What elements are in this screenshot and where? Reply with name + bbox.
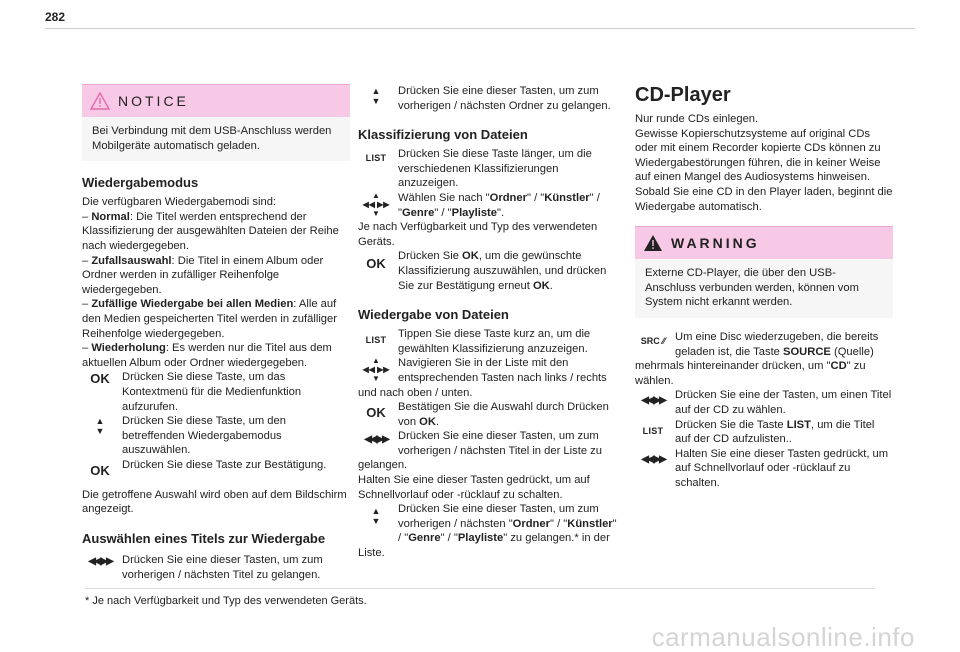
cd-text: Nur runde CDs einlegen. [635, 113, 759, 125]
up-down-arrows-icon: ▲ ▼ [371, 86, 381, 106]
notice-title: NOTICE [118, 92, 189, 109]
prev-next-arrows-icon: ◀◀ ▶▶ [641, 453, 665, 465]
up-down-arrows-icon: ▲ ▼ [95, 416, 105, 437]
step-row: ▲ ▼ Drücken Sie diese Taste, um den betreffenden Wiedergabemodus auszuwählen. [82, 414, 350, 458]
up-down-arrows-icon: ▲ ▼ [371, 506, 381, 527]
heading-auswaehlen: Auswählen eines Titels zur Wiedergabe [82, 531, 326, 547]
step-row: ◀◀ ▶▶ Drücken Sie eine dieser Tasten, um zum vorherigen / nächsten Titel in der Liste zu gelangen. [358, 430, 602, 472]
list-button-icon: LIST [642, 425, 664, 436]
notice-header [82, 85, 350, 117]
source-button-icon: SRC ⁄⁄ [640, 335, 666, 346]
step-row: SRC ⁄⁄ Um eine Disc wiederzugeben, die bereits geladen ist, die Taste SOURCE (Quelle) mehrmals hintereinander drücken, um "CD" zu wählen. [635, 330, 879, 387]
step-row: ◀◀ ▶▶ Drücken Sie eine dieser Tasten, um zum vorherigen / nächsten Titel zu gelangen. [82, 553, 350, 582]
warning-triangle-icon [90, 92, 110, 110]
page-number: 282 [45, 10, 66, 24]
mode-item: – Zufallsauswahl: Die Titel in einem Album oder Ordner werden in zufälliger Reihenfolge wiedergegeben. [82, 254, 324, 296]
ok-button-icon: OK [90, 371, 110, 387]
step-row: OK Drücken Sie diese Taste zur Bestätigung. [82, 458, 350, 482]
cd-text: Sobald Sie eine CD in den Player laden, beginnt die Wiedergabe automatisch. [635, 185, 893, 213]
notice-box [82, 84, 350, 161]
ok-button-icon: OK [90, 462, 110, 478]
step-row: ◀◀ ▶▶ Halten Sie eine dieser Tasten gedrückt, um auf Schnellvorlauf oder -rücklauf zu schalten. [635, 447, 893, 491]
step-row: LIST Drücken Sie die Taste LIST, um die Titel auf der CD aufzulisten.. [635, 418, 893, 447]
step-row: OK Drücken Sie OK, um die gewünschte Klassifizierung auszuwählen, und drücken Sie zur Bestätigung erneut OK. [358, 249, 620, 293]
column-3 [635, 84, 893, 490]
prev-next-arrows-icon: ◀◀ ▶▶ [641, 395, 665, 407]
top-divider [45, 28, 915, 29]
warning-triangle-icon [643, 234, 663, 252]
footnote: * Je nach Verfügbarkeit und Typ des verwendeten Geräts. [85, 595, 367, 607]
column-2 [358, 84, 620, 561]
mode-item: – Wiederholung: Es werden nur die Titel aus dem aktuellen Album oder Ordner wiedergegeben. [82, 342, 332, 369]
heading-wiedergabemodus: Wiedergabemodus [82, 175, 199, 191]
footnote-divider [85, 588, 875, 589]
step-row: ▲ ▼ Drücken Sie eine dieser Tasten, um zum vorherigen / nächsten Ordner zu gelangen. [358, 84, 620, 113]
step-row: LIST Drücken Sie diese Taste länger, um die verschiedenen Klassifizierungen anzuzeigen. [358, 147, 620, 191]
selection-note: Die getroffene Auswahl wird oben auf dem Bildschirm angezeigt. [82, 488, 347, 516]
column-1 [82, 84, 350, 582]
step-row: OK Drücken Sie diese Taste, um das Kontextmenü für die Medienfunktion aufzurufen. [82, 370, 350, 414]
ok-button-icon: OK [366, 405, 386, 421]
step-row: LIST Tippen Sie diese Taste kurz an, um die gewählten Klassifizierung anzuzeigen. [358, 327, 620, 356]
four-way-arrows-icon: ▲ ◀◀ ▶▶ ▼ [362, 356, 390, 384]
list-button-icon: LIST [365, 153, 387, 164]
mode-item: – Normal: Die Titel werden entsprechend der Klassifizierung der ausgewählten Dateien der Reihe nach wiedergegeben. [82, 210, 339, 252]
warning-header [635, 227, 893, 259]
notice-text: Bei Verbindung mit dem USB-Anschluss werden Mobilgeräte automatisch geladen. [92, 125, 332, 152]
heading-klassifizierung: Klassifizierung von Dateien [358, 127, 528, 143]
warning-title: WARNING [671, 234, 760, 251]
step-row: ▲ ◀◀ ▶▶ ▼ Navigieren Sie in der Liste mit den entsprechenden Tasten nach links / rechts und nach oben / unten. [358, 356, 607, 399]
heading-cd-player: CD-Player [635, 84, 731, 106]
warning-text: Externe CD-Player, die über den USB-Anschluss verbunden werden, können vom System nicht erkannt werden. [645, 267, 859, 309]
hold-note: Halten Sie eine dieser Tasten gedrückt, um auf Schnellvorlauf oder -rücklauf zu schalten. [358, 474, 590, 501]
warning-box [635, 226, 893, 318]
step-row: OK Bestätigen Sie die Auswahl durch Drücken von OK. [358, 400, 620, 429]
step-row: ▲ ▼ Drücken Sie eine dieser Tasten, um zum vorherigen / nächsten "Ordner" / "Künstler" / "Genre" / "Playliste" zu gelangen.* in der Liste. [358, 503, 617, 560]
ok-button-icon: OK [366, 256, 386, 272]
prev-next-arrows-icon: ◀◀ ▶▶ [88, 556, 112, 568]
cd-text: Gewisse Kopierschutzsysteme auf original CDs oder mit einem Recorder kopierte CDs können zu Wiedergabestörungen führen, die in keiner Weise auf einen Mangel des Audiosystems hinweisen. [635, 127, 881, 184]
step-row: ▲ ◀◀ ▶▶ ▼ Wählen Sie nach "Ordner" / "Künstler" / "Genre" / "Playliste". Je nach Verfügbarkeit und Typ des verwendeten Geräts. [358, 190, 600, 248]
mode-item: – Zufällige Wiedergabe bei allen Medien: Alle auf den Medien gespeicherten Titel werden in zufälliger Reihenfolge wiedergegeben. [82, 298, 337, 340]
list-button-icon: LIST [365, 335, 387, 346]
step-row: ◀◀ ▶▶ Drücken Sie eine der Tasten, um einen Titel auf der CD zu wählen. [635, 388, 893, 417]
four-way-arrows-icon: ▲ ◀◀ ▶▶ ▼ [362, 190, 390, 218]
watermark: carmanualsonline.info [651, 622, 915, 652]
heading-wiedergabe-dateien: Wiedergabe von Dateien [358, 307, 509, 323]
prev-next-arrows-icon: ◀◀ ▶▶ [364, 434, 388, 446]
modes-intro: Die verfügbaren Wiedergabemodi sind: [82, 196, 277, 209]
